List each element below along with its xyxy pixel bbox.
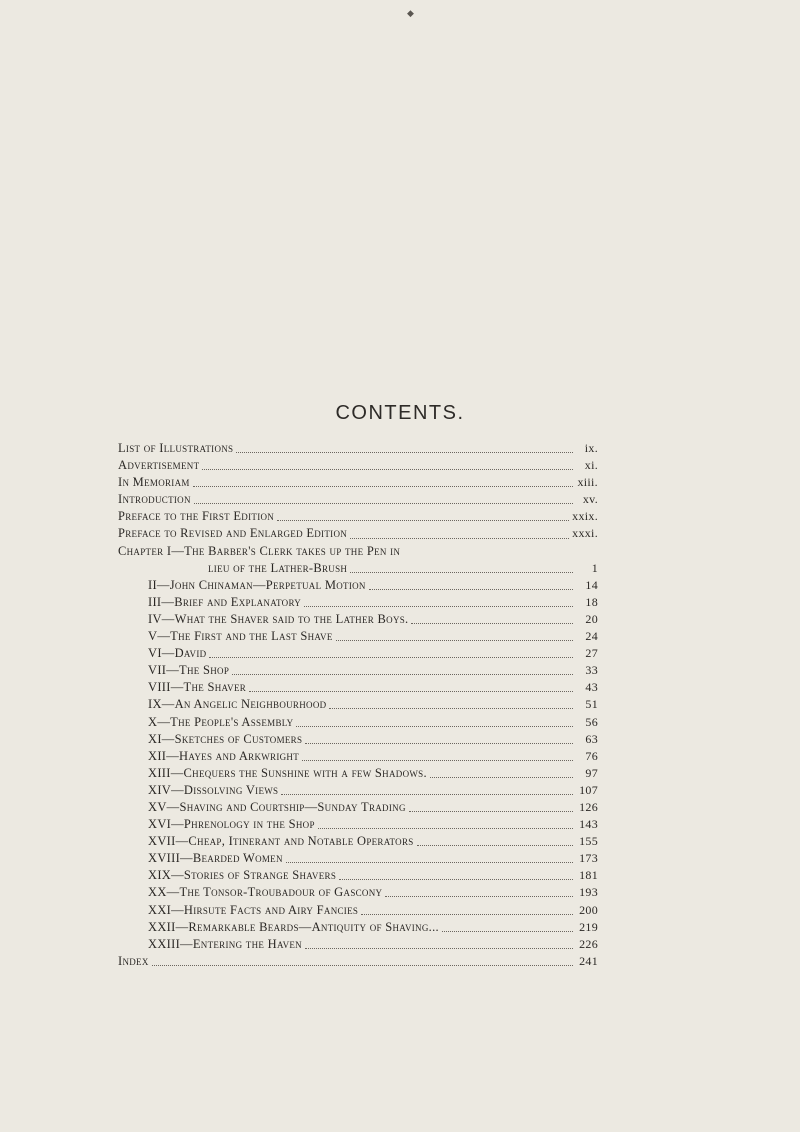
leader-dots bbox=[193, 486, 573, 487]
toc-row bbox=[118, 748, 598, 765]
toc-label: V—The First and the Last Shave bbox=[148, 629, 333, 644]
toc-row bbox=[118, 525, 598, 542]
toc-page: 193 bbox=[579, 885, 598, 900]
toc-page: 219 bbox=[579, 919, 598, 934]
toc-page: 241 bbox=[579, 953, 598, 968]
toc-row bbox=[118, 902, 598, 919]
leader-dots bbox=[194, 503, 573, 504]
toc-label: IV—What the Shaver said to the Lather Boys. bbox=[148, 611, 409, 626]
toc-label: X—The People's Assembly bbox=[148, 714, 294, 729]
toc-label: In Memoriam bbox=[118, 475, 190, 490]
toc-label: Chapter I—The Barber's Clerk takes up the Pen in bbox=[118, 543, 401, 558]
leader-dots bbox=[318, 828, 573, 829]
toc-page: xiii. bbox=[577, 475, 598, 490]
toc-page: 155 bbox=[579, 834, 598, 849]
leader-dots bbox=[296, 726, 573, 727]
leader-dots bbox=[152, 965, 573, 966]
toc-label: XV—Shaving and Courtship—Sunday Trading bbox=[148, 799, 406, 814]
leader-dots bbox=[249, 691, 573, 692]
toc-row bbox=[118, 782, 598, 799]
toc-page: 56 bbox=[585, 714, 598, 729]
toc-label: XVI—Phrenology in the Shop bbox=[148, 817, 315, 832]
toc-row bbox=[118, 645, 598, 662]
leader-dots bbox=[411, 623, 573, 624]
bullet-mark: ◆ bbox=[407, 8, 414, 18]
leader-dots bbox=[361, 914, 573, 915]
leader-dots bbox=[209, 657, 573, 658]
leader-dots bbox=[286, 862, 573, 863]
toc-page: xi. bbox=[584, 458, 598, 473]
toc-row bbox=[118, 884, 598, 901]
toc-label: XVII—Cheap, Itinerant and Notable Operators bbox=[148, 834, 414, 849]
toc-page: 24 bbox=[585, 629, 598, 644]
toc-page: xv. bbox=[582, 492, 598, 507]
toc-row bbox=[118, 628, 598, 645]
toc-row bbox=[118, 953, 598, 970]
leader-dots bbox=[305, 948, 573, 949]
leader-dots bbox=[232, 674, 573, 675]
leader-dots bbox=[350, 572, 573, 573]
toc-row bbox=[118, 816, 598, 833]
leader-dots bbox=[350, 538, 569, 539]
toc-row bbox=[118, 936, 598, 953]
leader-dots bbox=[329, 708, 573, 709]
toc-page: 181 bbox=[579, 868, 598, 883]
toc-page: 173 bbox=[579, 851, 598, 866]
toc-page: 143 bbox=[579, 817, 598, 832]
toc-row bbox=[118, 867, 598, 884]
toc-label: XVIII—Bearded Women bbox=[148, 851, 283, 866]
toc-row bbox=[118, 696, 598, 713]
toc-row bbox=[118, 714, 598, 731]
toc-label: Index bbox=[118, 953, 149, 968]
toc-label: XI—Sketches of Customers bbox=[148, 731, 303, 746]
leader-dots bbox=[202, 469, 573, 470]
toc-page: 1 bbox=[591, 560, 598, 575]
toc-page: 33 bbox=[585, 663, 598, 678]
toc-row bbox=[118, 577, 598, 594]
toc-label: List of Illustrations bbox=[118, 441, 234, 455]
toc-label: Preface to the First Edition bbox=[118, 509, 275, 524]
toc-label: Preface to Revised and Enlarged Edition bbox=[118, 526, 348, 541]
leader-dots bbox=[304, 606, 573, 607]
toc-page: 43 bbox=[585, 680, 598, 695]
toc-row bbox=[118, 611, 598, 628]
leader-dots bbox=[385, 896, 573, 897]
toc-page: 76 bbox=[585, 748, 598, 763]
toc-label: XIX—Stories of Strange Shavers bbox=[148, 868, 337, 883]
toc-row bbox=[118, 457, 598, 474]
toc-label: XXI—Hirsute Facts and Airy Fancies bbox=[148, 902, 359, 917]
toc-page: 51 bbox=[585, 697, 598, 712]
toc-page: 107 bbox=[579, 782, 598, 797]
toc-page: xxix. bbox=[572, 509, 598, 524]
toc-page: 126 bbox=[579, 799, 598, 814]
toc-row bbox=[118, 508, 598, 525]
toc-label: XIV—Dissolving Views bbox=[148, 782, 279, 797]
toc-label: III—Brief and Explanatory bbox=[148, 594, 302, 609]
toc-label: VI—David bbox=[148, 646, 207, 661]
toc-label: XIII—Chequers the Sunshine with a few Shadows. bbox=[148, 765, 427, 780]
leader-dots bbox=[442, 931, 573, 932]
toc-page: xxxi. bbox=[572, 526, 598, 541]
toc-page: 63 bbox=[585, 731, 598, 746]
toc-label: XXII—Remarkable Beards—Antiquity of Shaving... bbox=[148, 919, 439, 934]
toc-row bbox=[118, 919, 598, 936]
toc-label: VII—The Shop bbox=[148, 663, 230, 678]
toc-row bbox=[118, 543, 598, 560]
toc-page: ix. bbox=[584, 441, 598, 455]
toc-row bbox=[118, 474, 598, 491]
toc-row bbox=[118, 833, 598, 850]
toc-label: II—John Chinaman—Perpetual Motion bbox=[148, 577, 366, 592]
toc-label: Advertisement bbox=[118, 458, 200, 473]
toc-label: XXIII—Entering the Haven bbox=[148, 936, 302, 951]
toc-row bbox=[118, 731, 598, 748]
toc-row bbox=[118, 662, 598, 679]
toc-label: XII—Hayes and Arkwright bbox=[148, 748, 300, 763]
toc-page: 27 bbox=[585, 646, 598, 661]
leader-dots bbox=[339, 879, 573, 880]
toc-row bbox=[118, 440, 598, 457]
toc-row bbox=[118, 491, 598, 508]
toc-label: XX—The Tonsor-Troubadour of Gascony bbox=[148, 885, 383, 900]
toc-page: 97 bbox=[585, 765, 598, 780]
toc-page: 20 bbox=[585, 611, 598, 626]
toc-row bbox=[118, 594, 598, 611]
toc-page: 18 bbox=[585, 594, 598, 609]
page-title: CONTENTS. bbox=[335, 402, 465, 424]
leader-dots bbox=[417, 845, 573, 846]
leader-dots bbox=[302, 760, 573, 761]
table-of-contents bbox=[118, 440, 598, 970]
toc-page: 14 bbox=[585, 577, 598, 592]
toc-label: IX—An Angelic Neighbourhood bbox=[148, 697, 327, 712]
leader-dots bbox=[305, 743, 573, 744]
toc-label: Introduction bbox=[118, 492, 191, 507]
toc-page: 226 bbox=[579, 936, 598, 951]
leader-dots bbox=[430, 777, 573, 778]
toc-row bbox=[118, 560, 598, 577]
toc-row bbox=[118, 850, 598, 867]
leader-dots bbox=[336, 640, 573, 641]
leader-dots bbox=[281, 794, 573, 795]
leader-dots bbox=[409, 811, 573, 812]
leader-dots bbox=[277, 520, 569, 521]
toc-row bbox=[118, 679, 598, 696]
leader-dots bbox=[369, 589, 573, 590]
toc-page: 200 bbox=[579, 902, 598, 917]
toc-row bbox=[118, 799, 598, 816]
toc-label: VIII—The Shaver bbox=[148, 680, 247, 695]
toc-row bbox=[118, 765, 598, 782]
leader-dots bbox=[236, 452, 573, 453]
toc-label: lieu of the Lather-Brush bbox=[208, 560, 348, 575]
